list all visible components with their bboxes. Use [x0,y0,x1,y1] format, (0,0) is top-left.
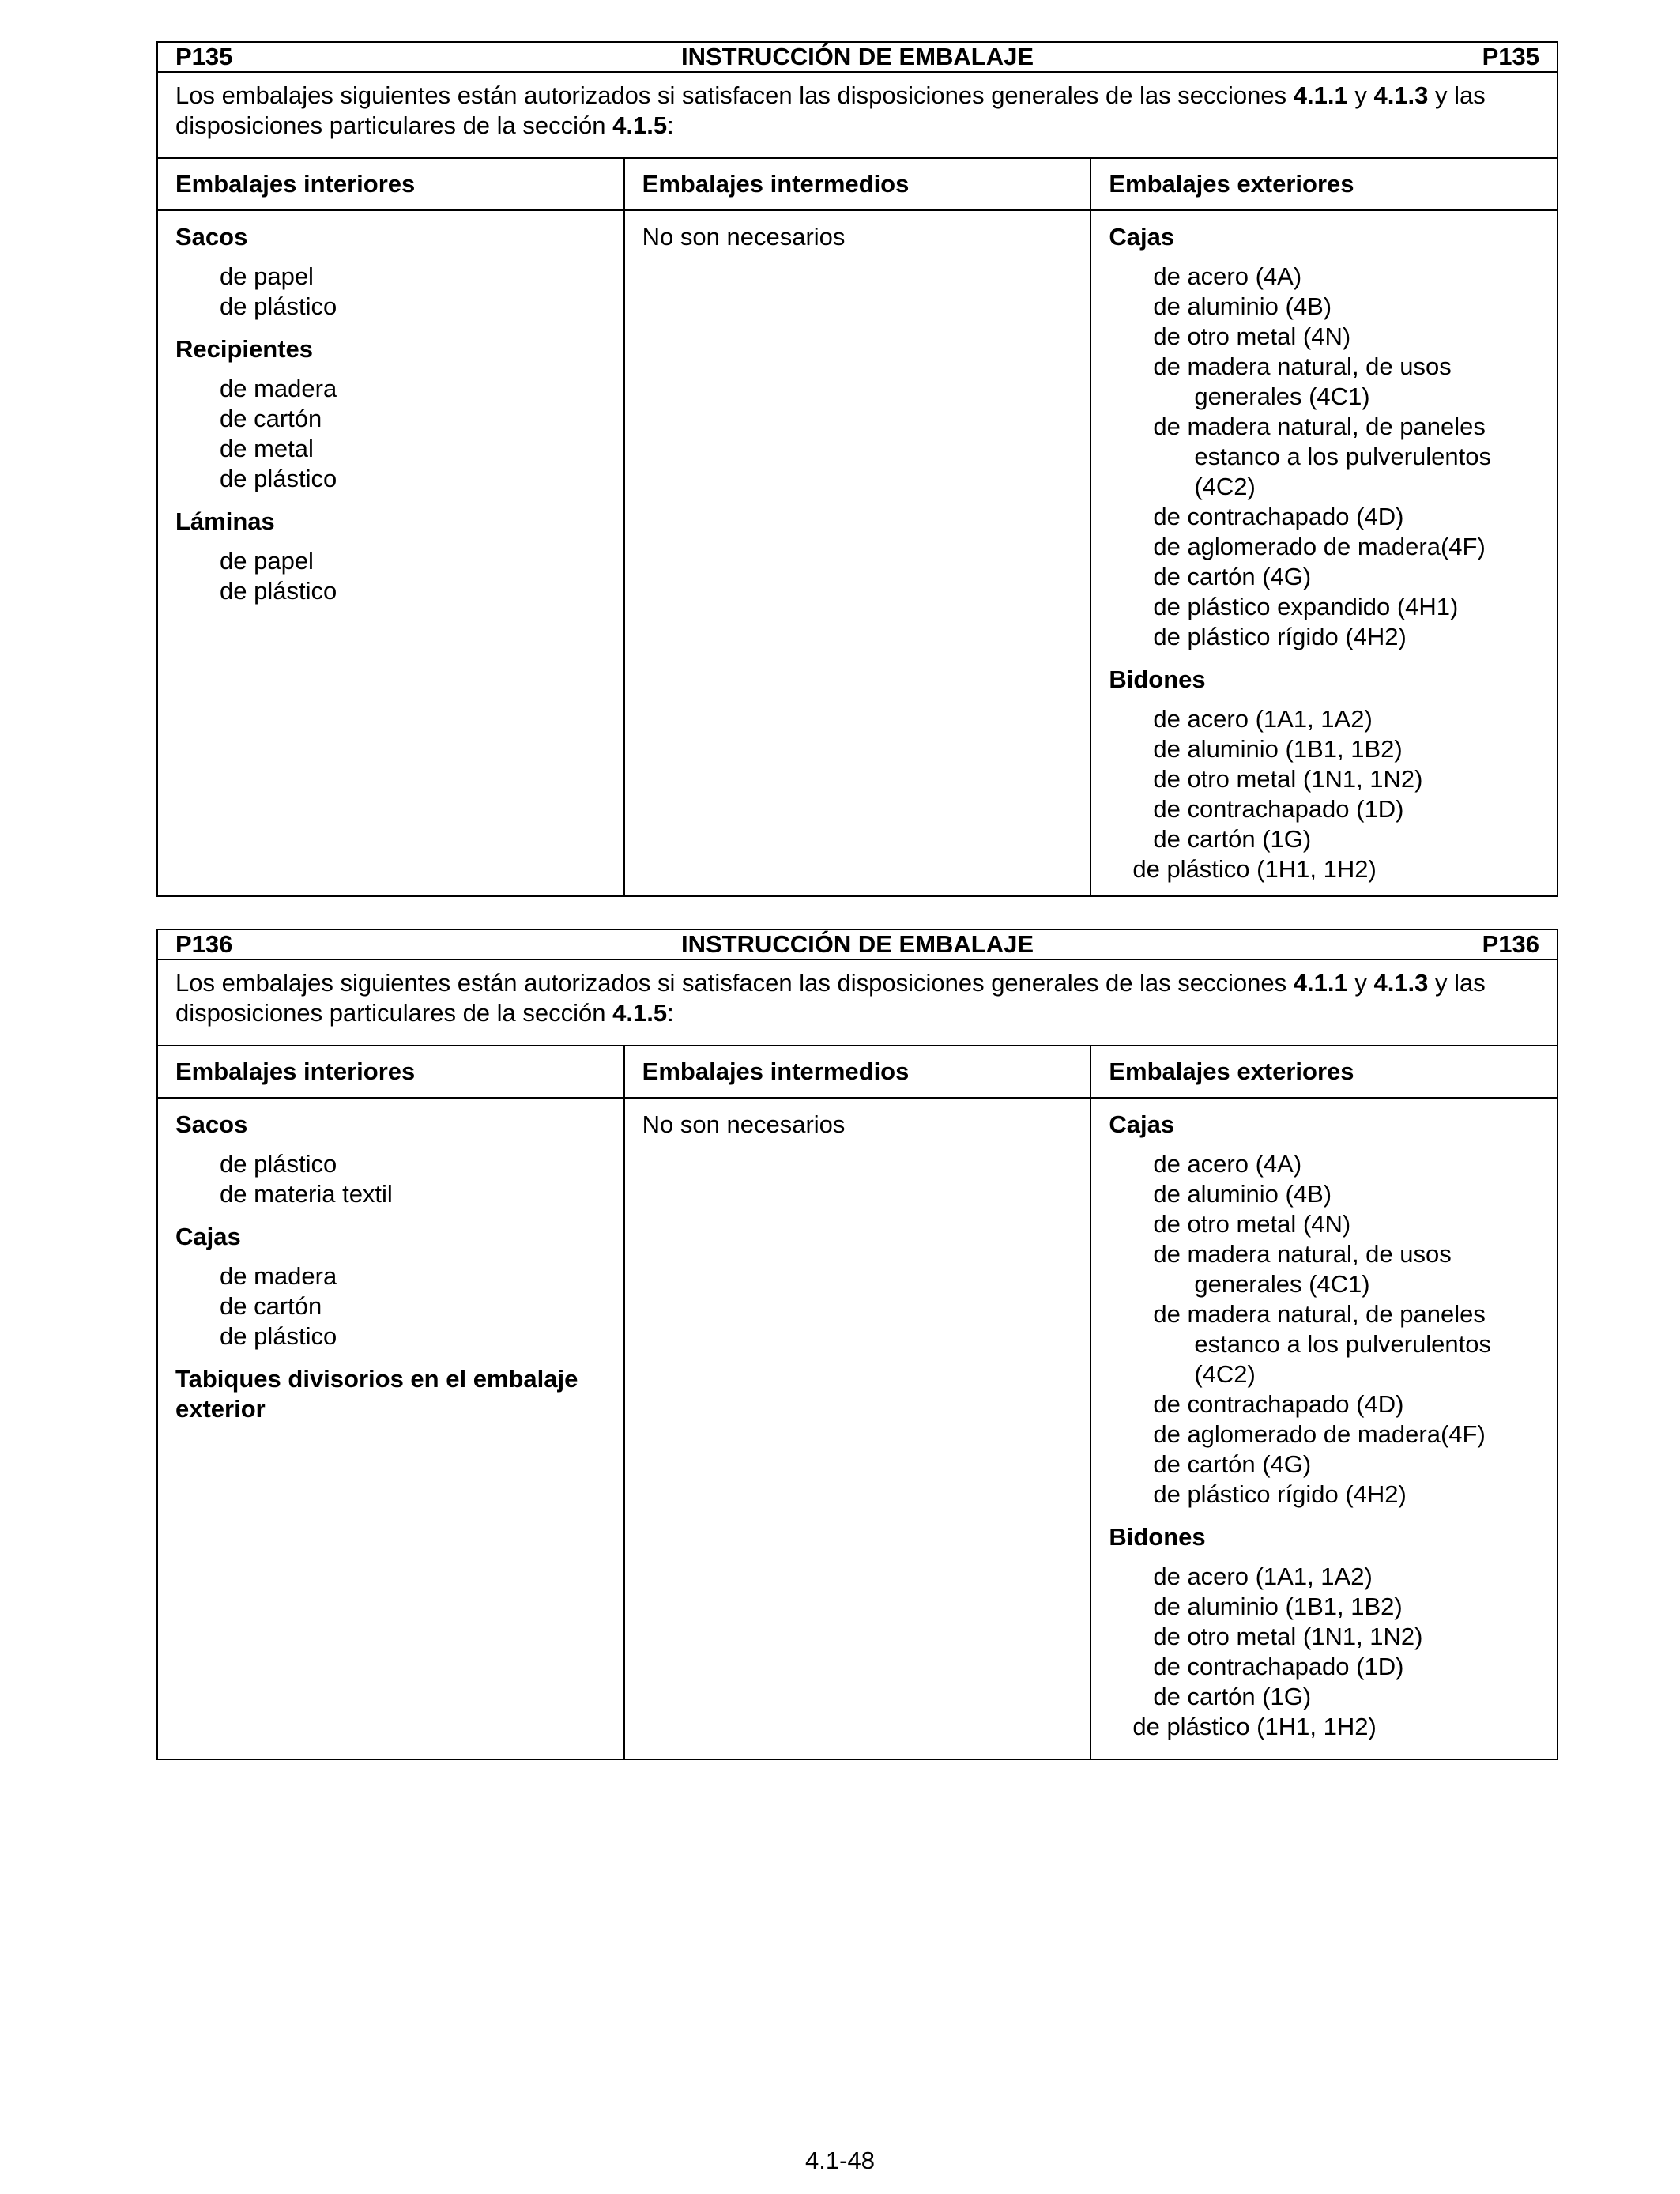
packing-instruction-p135 [156,41,1558,897]
list-item: de plástico [220,1150,337,1178]
instruction-code-right: P135 [1482,43,1539,70]
table-header [158,43,1557,73]
list-item: de cartón (1G) [1153,1683,1312,1710]
group-items [175,374,606,494]
list-item: de madera natural, de usos [1153,352,1452,380]
list-item: de madera natural, de paneles [1153,1300,1486,1328]
list-item: de acero (4A) [1153,1150,1302,1178]
list-item: de plástico [220,465,337,492]
list-item: de plástico (1H1, 1H2) [1132,1713,1377,1740]
group-items [175,1149,606,1209]
section-ref: 4.1.1 [1293,81,1348,109]
column-body [158,1099,623,1759]
intro-paragraph [158,73,1557,159]
intro-text: y [1347,81,1374,109]
list-item: de materia textil [220,1180,393,1208]
section-ref: 4.1.3 [1373,81,1429,109]
intro-text: : [667,111,674,139]
list-item: de acero (1A1, 1A2) [1153,705,1373,733]
group-heading: Bidones [1109,1523,1206,1551]
list-item: de plástico rígido (4H2) [1153,1480,1407,1508]
list-item: de plástico [220,1322,337,1350]
intro-text: : [667,999,674,1027]
list-item: de plástico [220,577,337,605]
not-required-text: No son necesarios [642,1110,846,1138]
group-heading: Cajas [175,1223,241,1250]
list-item: de aglomerado de madera(4F) [1153,533,1486,560]
group-heading: Sacos [175,1110,248,1138]
column-body [625,1099,1090,1759]
list-item: de cartón [220,1292,322,1320]
section-ref: 4.1.5 [612,999,668,1027]
list-item: de otro metal (1N1, 1N2) [1153,1623,1423,1650]
column-body [158,211,623,895]
column-body [1091,1099,1557,1759]
instruction-code-left: P135 [175,43,233,70]
inner-packagings-column [158,1046,625,1759]
group-heading: Bidones [1109,665,1206,693]
group-items [1109,704,1539,884]
instruction-code-left: P136 [175,930,233,958]
intermediate-packagings-column [625,159,1092,895]
list-item: de metal [220,435,314,462]
list-item: de contrachapado (4D) [1153,503,1404,530]
list-item-continuation: generales (4C1) [1194,383,1370,410]
instruction-title: INSTRUCCIÓN DE EMBALAJE [680,930,1034,958]
group-heading: Tabiques divisorios en el embalaje exterior [175,1365,578,1423]
column-header: Embalajes interiores [158,159,623,211]
column-header: Embalajes exteriores [1091,159,1557,211]
list-item: de papel [220,262,314,290]
list-item: de madera [220,1262,337,1290]
outer-packagings-column [1091,1046,1557,1759]
intermediate-packagings-column [625,1046,1092,1759]
group-heading: Recipientes [175,335,314,363]
columns [158,159,1557,895]
list-item: de contrachapado (4D) [1153,1390,1404,1418]
list-item: de aluminio (4B) [1153,292,1332,320]
list-item: de aluminio (1B1, 1B2) [1153,1593,1403,1620]
not-required-text: No son necesarios [642,223,846,251]
group-items [175,546,606,606]
list-item: de contrachapado (1D) [1153,1653,1404,1680]
group-items [175,262,606,322]
list-item-continuation: (4C2) [1194,473,1256,500]
list-item: de cartón (1G) [1153,825,1312,853]
list-item: de aglomerado de madera(4F) [1153,1420,1486,1448]
list-item-continuation: (4C2) [1194,1360,1256,1388]
list-item: de otro metal (4N) [1153,322,1351,350]
intro-text: y las disposiciones particulares de la sección [175,81,1486,139]
list-item: de papel [220,547,314,575]
list-item: de otro metal (4N) [1153,1210,1351,1238]
group-heading: Sacos [175,223,248,251]
list-item-continuation: generales (4C1) [1194,1270,1370,1298]
group-items [1109,1562,1539,1742]
list-item: de plástico expandido (4H1) [1153,593,1459,620]
column-header: Embalajes interiores [158,1046,623,1099]
list-item: de acero (4A) [1153,262,1302,290]
intro-text: y [1347,969,1374,997]
list-item: de cartón [220,405,322,432]
list-item-continuation: estanco a los pulverulentos [1194,1330,1492,1358]
table-header [158,930,1557,960]
instruction-title: INSTRUCCIÓN DE EMBALAJE [680,43,1034,70]
list-item: de madera natural, de paneles [1153,413,1486,440]
section-ref: 4.1.3 [1373,969,1429,997]
intro-text: y las disposiciones particulares de la sección [175,969,1486,1027]
list-item: de contrachapado (1D) [1153,795,1404,823]
column-header: Embalajes intermedios [625,1046,1090,1099]
outer-packagings-column [1091,159,1557,895]
packing-instruction-p136 [156,929,1558,1760]
list-item: de madera [220,375,337,402]
group-items [175,1261,606,1351]
list-item: de plástico [220,292,337,320]
group-heading: Cajas [1109,1110,1175,1138]
instruction-code-right: P136 [1482,930,1539,958]
section-ref: 4.1.1 [1293,969,1348,997]
list-item: de madera natural, de usos [1153,1240,1452,1268]
list-item: de cartón (4G) [1153,1450,1312,1478]
intro-text: Los embalajes siguientes están autorizados si satisfacen las disposiciones generales de las secciones [175,969,1294,997]
column-body [1091,211,1557,895]
group-heading: Cajas [1109,223,1175,251]
list-item: de cartón (4G) [1153,563,1312,590]
page-number: 4.1-48 [805,2147,875,2174]
list-item: de plástico (1H1, 1H2) [1132,855,1377,883]
group-items [1109,262,1539,652]
list-item: de aluminio (4B) [1153,1180,1332,1208]
list-item-continuation: estanco a los pulverulentos [1194,443,1492,470]
columns [158,1046,1557,1759]
inner-packagings-column [158,159,625,895]
intro-paragraph [158,960,1557,1046]
section-ref: 4.1.5 [612,111,668,139]
list-item: de aluminio (1B1, 1B2) [1153,735,1403,763]
list-item: de acero (1A1, 1A2) [1153,1563,1373,1590]
group-heading: Láminas [175,507,275,535]
list-item: de plástico rígido (4H2) [1153,623,1407,650]
intro-text: Los embalajes siguientes están autorizados si satisfacen las disposiciones generales de las secciones [175,81,1294,109]
list-item: de otro metal (1N1, 1N2) [1153,765,1423,793]
group-items [1109,1149,1539,1510]
column-body [625,211,1090,895]
column-header: Embalajes intermedios [625,159,1090,211]
column-header: Embalajes exteriores [1091,1046,1557,1099]
